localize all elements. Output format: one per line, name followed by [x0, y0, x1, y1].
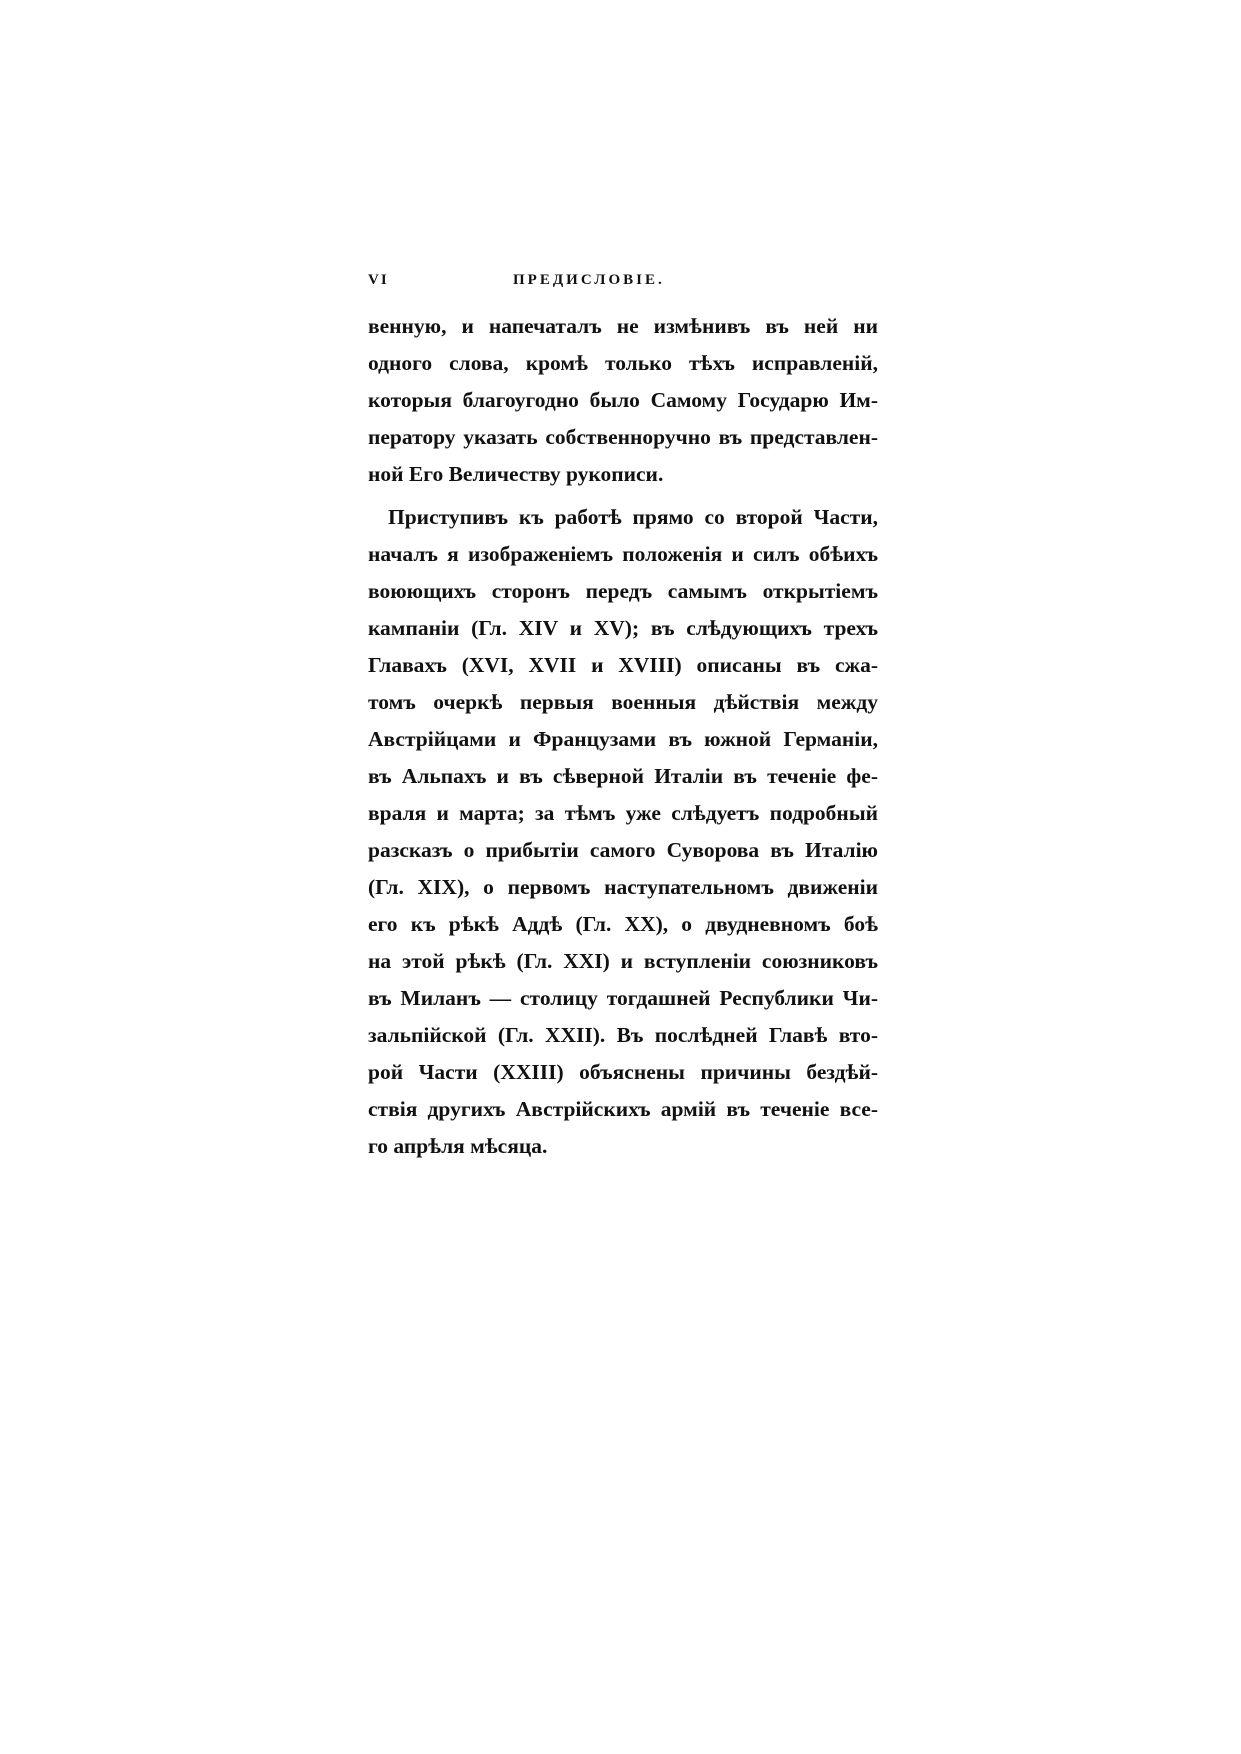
- page-number: VI: [368, 272, 389, 288]
- text-line: воюющихъ сторонъ передъ самымъ открытіемъ: [368, 579, 878, 603]
- text-line: зальпійской (Гл. XXII). Въ послѣдней Главѣ вто-: [368, 1023, 878, 1047]
- page-header: [368, 272, 876, 296]
- text-line: го апрѣля мѣсяца.: [368, 1134, 548, 1158]
- body-text: [368, 308, 878, 1165]
- text-line: рой Части (XXIII) объяснены причины бездѣй-: [368, 1060, 878, 1084]
- text-line: началъ я изображеніемъ положенія и силъ обѣихъ: [368, 542, 878, 566]
- text-line: Главахъ (XVI, XVII и XVIII) описаны въ сжа-: [368, 653, 878, 677]
- text-line: Австрійцами и Французами въ южной Германіи,: [368, 727, 878, 751]
- text-line: въ Миланъ — столицу тогдашней Республики Чи-: [368, 986, 878, 1010]
- paragraph: [368, 499, 878, 1165]
- text-line: Приступивъ къ работѣ прямо со второй Части,: [388, 505, 878, 529]
- text-line: венную, и напечаталъ не измѣнивъ въ ней ни: [368, 314, 878, 338]
- text-line: ствія другихъ Австрійскихъ армій въ теченіе все-: [368, 1097, 878, 1121]
- text-line: (Гл. XIX), о первомъ наступательномъ движеніи: [368, 875, 878, 899]
- text-line: его къ рѣкѣ Аддѣ (Гл. XX), о двудневномъ боѣ: [368, 912, 878, 936]
- paragraph: [368, 308, 878, 493]
- text-line: кампаніи (Гл. XIV и XV); въ слѣдующихъ трехъ: [368, 616, 878, 640]
- text-line: которыя благоугодно было Самому Государю Им-: [368, 388, 878, 412]
- text-line: враля и марта; за тѣмъ уже слѣдуетъ подробный: [368, 801, 878, 825]
- text-line: ной Его Величеству рукописи.: [368, 462, 664, 486]
- text-line: разсказъ о прибытіи самого Суворова въ Италію: [368, 838, 878, 862]
- text-line: ператору указать собственноручно въ представлен-: [368, 425, 878, 449]
- text-line: въ Альпахъ и въ сѣверной Италіи въ теченіе фе-: [368, 764, 878, 788]
- text-line: на этой рѣкѣ (Гл. XXI) и вступленіи союзниковъ: [368, 949, 878, 973]
- text-line: одного слова, кромѣ только тѣхъ исправленій,: [368, 351, 878, 375]
- text-line: томъ очеркѣ первыя военныя дѣйствія между: [368, 690, 878, 714]
- running-title: ПРЕДИСЛОВІЕ.: [513, 272, 665, 288]
